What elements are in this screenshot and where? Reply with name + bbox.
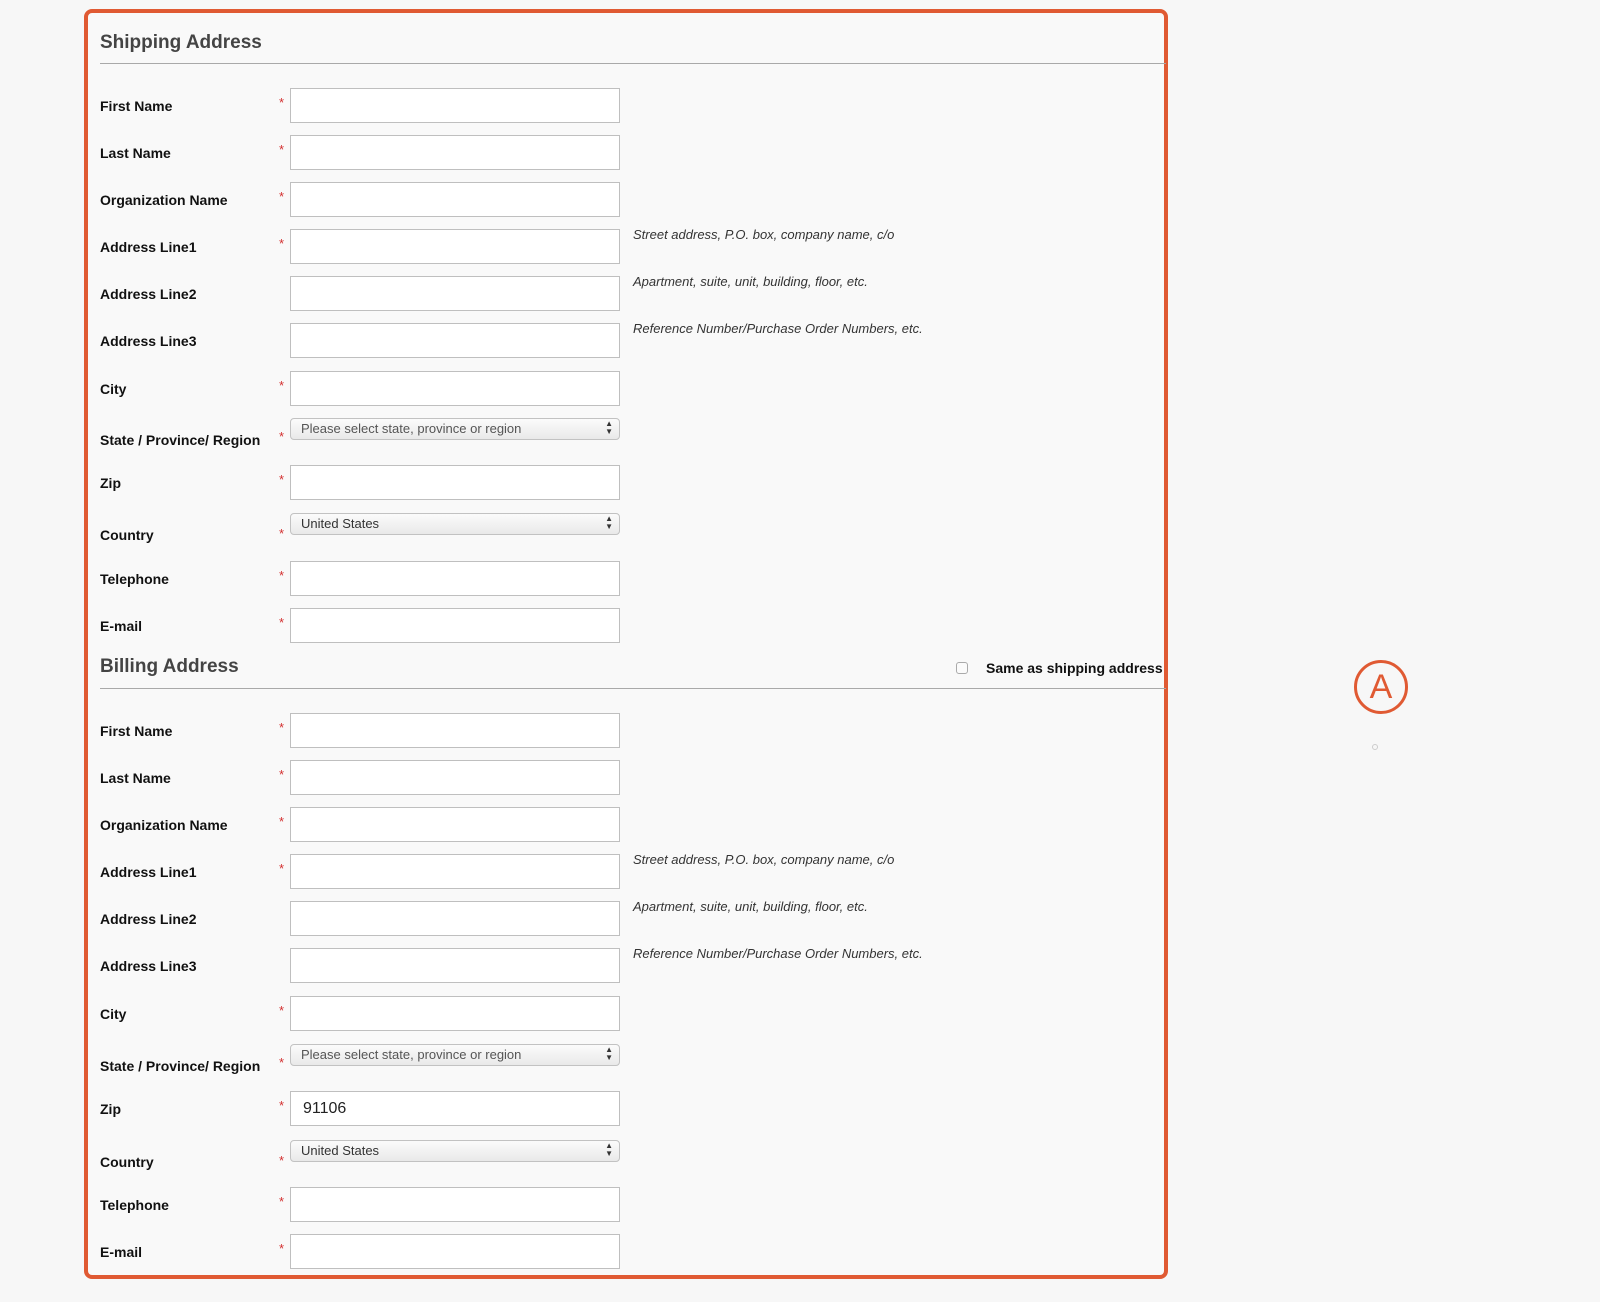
shipping-first-name-row <box>100 88 1160 124</box>
address3-hint: Reference Number/Purchase Order Numbers, etc. <box>633 946 923 961</box>
address-line3-label: Address Line3 <box>100 333 197 349</box>
shipping-section-title: Shipping Address <box>100 32 262 53</box>
billing-zip-input[interactable] <box>290 1091 620 1126</box>
billing-section-title: Billing Address <box>100 656 239 677</box>
billing-city-row <box>100 996 1160 1032</box>
address-line2-label: Address Line2 <box>100 286 197 302</box>
last-name-label: Last Name <box>100 770 171 786</box>
required-marker: * <box>279 378 285 393</box>
shipping-telephone-input[interactable] <box>290 561 620 596</box>
shipping-divider <box>100 63 1166 64</box>
shipping-zip-row <box>100 465 1160 501</box>
address2-hint: Apartment, suite, unit, building, floor, etc. <box>633 899 868 914</box>
zip-label: Zip <box>100 475 121 491</box>
email-label: E-mail <box>100 618 143 634</box>
billing-email-row <box>100 1234 1160 1270</box>
required-marker: * <box>279 861 285 876</box>
billing-address3-row <box>100 948 1160 984</box>
shipping-organization-row <box>100 182 1160 218</box>
shipping-email-input[interactable] <box>290 608 620 643</box>
state-select-value: Please select state, province or region <box>301 1047 522 1062</box>
shipping-first-name-input[interactable] <box>290 88 620 123</box>
shipping-telephone-row <box>100 561 1160 597</box>
telephone-label: Telephone <box>100 571 169 587</box>
billing-email-input[interactable] <box>290 1234 620 1269</box>
billing-organization-input[interactable] <box>290 807 620 842</box>
billing-address1-row <box>100 854 1160 890</box>
last-name-label: Last Name <box>100 145 171 161</box>
billing-state-select[interactable] <box>290 1044 620 1066</box>
address1-hint: Street address, P.O. box, company name, c/o <box>633 227 895 242</box>
country-select-value: United States <box>301 516 380 531</box>
same-as-shipping-checkbox[interactable] <box>956 662 968 674</box>
select-arrows-icon: ▲ ▼ <box>605 1141 613 1158</box>
email-label: E-mail <box>100 1244 143 1260</box>
country-label: Country <box>100 527 154 543</box>
required-marker: * <box>279 1153 285 1168</box>
shipping-country-row <box>100 513 1160 549</box>
billing-state-row <box>100 1044 1160 1080</box>
required-marker: * <box>279 568 285 583</box>
city-label: City <box>100 1006 127 1022</box>
address-line2-label: Address Line2 <box>100 911 197 927</box>
required-marker: * <box>279 720 285 735</box>
required-marker: * <box>279 767 285 782</box>
select-arrows-icon: ▲ ▼ <box>605 1045 613 1062</box>
zip-label: Zip <box>100 1101 121 1117</box>
required-marker: * <box>279 472 285 487</box>
select-arrows-icon: ▲ ▼ <box>605 419 613 436</box>
shipping-last-name-input[interactable] <box>290 135 620 170</box>
select-arrows-icon: ▲ ▼ <box>605 514 613 531</box>
address-line3-label: Address Line3 <box>100 958 197 974</box>
telephone-label: Telephone <box>100 1197 169 1213</box>
billing-city-input[interactable] <box>290 996 620 1031</box>
shipping-zip-input[interactable] <box>290 465 620 500</box>
address3-hint: Reference Number/Purchase Order Numbers, etc. <box>633 321 923 336</box>
state-label: State / Province/ Region <box>100 1058 261 1074</box>
same-as-shipping-label[interactable]: Same as shipping address <box>986 660 1163 676</box>
billing-zip-row <box>100 1091 1160 1127</box>
shipping-country-select[interactable] <box>290 513 620 535</box>
required-marker: * <box>279 1194 285 1209</box>
required-marker: * <box>279 526 285 541</box>
required-marker: * <box>279 1241 285 1256</box>
billing-address2-row <box>100 901 1160 937</box>
billing-country-select[interactable] <box>290 1140 620 1162</box>
billing-last-name-row <box>100 760 1160 796</box>
required-marker: * <box>279 236 285 251</box>
small-dot <box>1372 744 1378 750</box>
shipping-last-name-row <box>100 135 1160 171</box>
shipping-city-input[interactable] <box>290 371 620 406</box>
city-label: City <box>100 381 127 397</box>
required-marker: * <box>279 1055 285 1070</box>
billing-country-row <box>100 1140 1160 1176</box>
state-select-value: Please select state, province or region <box>301 421 522 436</box>
required-marker: * <box>279 1098 285 1113</box>
billing-first-name-row <box>100 713 1160 749</box>
annotation-marker-a: A <box>1354 660 1408 714</box>
shipping-city-row <box>100 371 1160 407</box>
required-marker: * <box>279 189 285 204</box>
state-label: State / Province/ Region <box>100 432 261 448</box>
billing-telephone-row <box>100 1187 1160 1223</box>
first-name-label: First Name <box>100 723 173 739</box>
billing-first-name-input[interactable] <box>290 713 620 748</box>
billing-address3-input[interactable] <box>290 948 620 983</box>
country-select-value: United States <box>301 1143 380 1158</box>
billing-divider <box>100 688 1166 689</box>
first-name-label: First Name <box>100 98 173 114</box>
required-marker: * <box>279 615 285 630</box>
required-marker: * <box>279 1003 285 1018</box>
address-line1-label: Address Line1 <box>100 239 197 255</box>
shipping-state-select[interactable] <box>290 418 620 440</box>
billing-address2-input[interactable] <box>290 901 620 936</box>
organization-label: Organization Name <box>100 192 228 208</box>
required-marker: * <box>279 429 285 444</box>
address1-hint: Street address, P.O. box, company name, c/o <box>633 852 895 867</box>
shipping-state-row <box>100 418 1160 454</box>
organization-label: Organization Name <box>100 817 228 833</box>
billing-telephone-input[interactable] <box>290 1187 620 1222</box>
billing-organization-row <box>100 807 1160 843</box>
address2-hint: Apartment, suite, unit, building, floor, etc. <box>633 274 868 289</box>
country-label: Country <box>100 1154 154 1170</box>
required-marker: * <box>279 95 285 110</box>
billing-address1-input[interactable] <box>290 854 620 889</box>
required-marker: * <box>279 814 285 829</box>
required-marker: * <box>279 142 285 157</box>
shipping-email-row <box>100 608 1160 644</box>
shipping-organization-input[interactable] <box>290 182 620 217</box>
same-as-shipping[interactable] <box>956 660 1163 676</box>
address-line1-label: Address Line1 <box>100 864 197 880</box>
shipping-address2-row <box>100 276 1160 312</box>
shipping-address3-input[interactable] <box>290 323 620 358</box>
shipping-address1-row <box>100 229 1160 265</box>
shipping-address1-input[interactable] <box>290 229 620 264</box>
shipping-address2-input[interactable] <box>290 276 620 311</box>
billing-last-name-input[interactable] <box>290 760 620 795</box>
shipping-address3-row <box>100 323 1160 359</box>
